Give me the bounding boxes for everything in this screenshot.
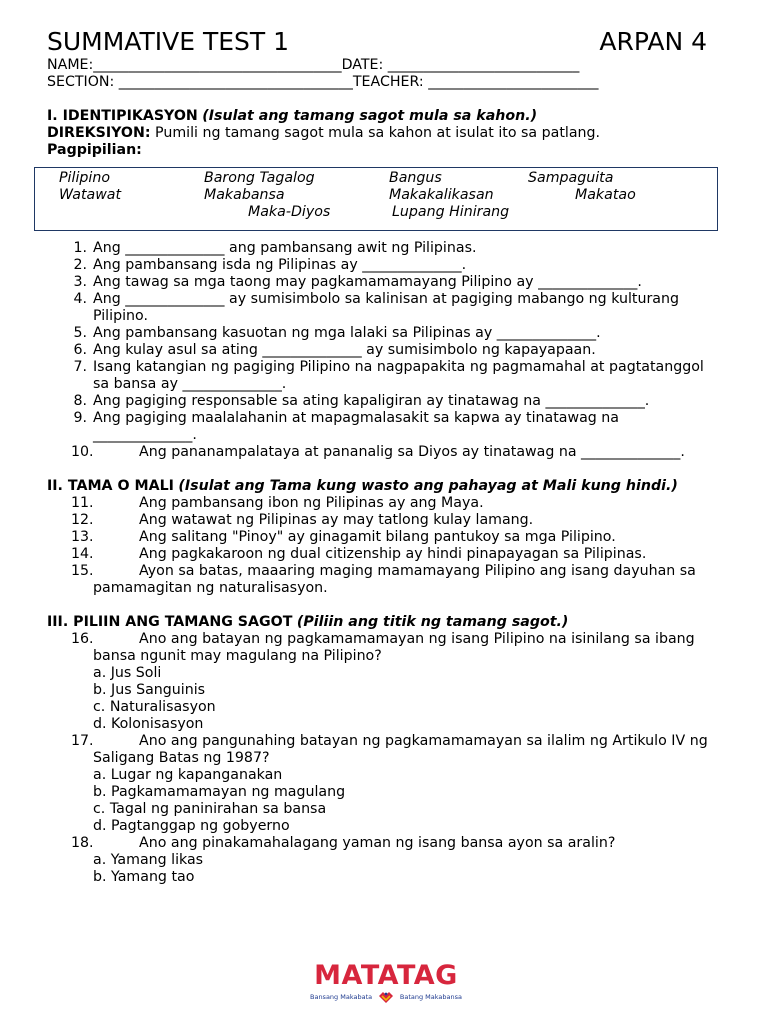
question-text[interactable]: Isang katangian ng pagiging Pilipino na nagpapakita ng pagmamahal at pagtatanggol sa bansa ay ______________. — [93, 359, 704, 392]
part1-section — [47, 108, 719, 461]
choice-watawat: Watawat — [59, 187, 122, 203]
question-text: Ano ang pinakamahalagang yaman ng isang bansa ayon sa aralin? — [139, 835, 616, 851]
part2-section — [47, 478, 719, 597]
test-title: SUMMATIVE TEST 1 — [47, 27, 290, 56]
option-d[interactable]: d. Kolonisasyon — [93, 716, 204, 732]
logo-wordmark: MATATAG — [314, 960, 458, 991]
question-text[interactable]: Ang ______________ ang pambansang awit ng Pilipinas. — [93, 240, 477, 256]
test-paper — [47, 27, 719, 886]
matatag-logo-mark-icon — [377, 990, 395, 1004]
question-text: Ano ang pangunahing batayan ng pagkamamamayan sa ilalim ng Artikulo IV ng Saligang Batas ng 1987? — [93, 733, 708, 766]
statement-item — [47, 512, 719, 529]
question-number: 6. — [73, 342, 87, 358]
question-text[interactable]: Ang tawag sa mga taong may pagkamamamayang Pilipino ay ______________. — [93, 274, 642, 290]
question-number: 3. — [73, 274, 87, 290]
question-number: 11. — [71, 495, 94, 511]
choice-makakalikasan: Makakalikasan — [389, 187, 494, 203]
question-text[interactable]: Ang pambansang kasuotan ng mga lalaki sa Pilipinas ay ______________. — [93, 325, 601, 341]
choices-box — [34, 167, 718, 231]
part3-instruction: (Piliin ang titik ng tamang sagot.) — [296, 614, 569, 630]
option-d[interactable]: d. Pagtanggap ng gobyerno — [93, 818, 290, 834]
question-number: 17. — [71, 733, 94, 749]
choice-bangus: Bangus — [389, 170, 442, 186]
question-item — [47, 291, 719, 325]
question-number: 4. — [73, 291, 87, 307]
question-item — [47, 444, 719, 461]
mcq-item — [47, 835, 719, 852]
question-number: 14. — [71, 546, 94, 562]
question-item — [47, 257, 719, 274]
tagline-left: Bansang Makabata — [310, 993, 373, 1001]
choice-barong-tagalog: Barong Tagalog — [204, 170, 315, 186]
mcq-item — [47, 631, 719, 665]
question-text[interactable]: Ang ______________ ay sumisimbolo sa kalinisan at pagiging mabango ng kulturang Pilipino. — [93, 291, 679, 324]
choices-label: Pagpipilian: — [47, 142, 142, 158]
question-item — [47, 342, 719, 359]
name-date-line[interactable]: NAME:___________________________________DATE: ___________________________ — [47, 57, 580, 73]
question-number: 9. — [73, 410, 87, 426]
subject-label: ARPAN 4 — [599, 27, 707, 56]
part1-title: I. IDENTIPIKASYON — [47, 108, 198, 124]
question-text[interactable]: Ang pagiging responsable sa ating kapaligiran ay tinatawag na ______________. — [93, 393, 650, 409]
question-number: 18. — [71, 835, 94, 851]
option-a[interactable]: a. Jus Soli — [93, 665, 162, 681]
statement-text: Ang salitang "Pinoy" ay ginagamit bilang pantukoy sa mga Pilipino. — [139, 529, 616, 545]
question-text[interactable]: Ang kulay asul sa ating ______________ ay sumisimbolo ng kapayapaan. — [93, 342, 596, 358]
question-number: 1. — [73, 240, 87, 256]
choice-sampaguita: Sampaguita — [528, 170, 614, 186]
question-number: 2. — [73, 257, 87, 273]
question-number: 7. — [73, 359, 87, 375]
choice-maka-diyos: Maka-Diyos — [248, 204, 331, 220]
part2-items — [47, 495, 719, 597]
part3-items — [47, 631, 719, 886]
statement-text: Ang pagkakaroon ng dual citizenship ay hindi pinapayagan sa Pilipinas. — [139, 546, 647, 562]
part3-heading — [47, 614, 719, 631]
statement-item — [47, 546, 719, 563]
part1-items — [47, 240, 719, 461]
option-b[interactable]: b. Yamang tao — [93, 869, 195, 885]
logo-tagline — [306, 990, 466, 1004]
part1-direction — [47, 125, 719, 142]
question-number: 15. — [71, 563, 94, 579]
question-text[interactable]: Ang pananampalataya at pananalig sa Diyos ay tinatawag na ______________. — [139, 444, 685, 460]
statement-item — [47, 563, 719, 597]
statement-text: Ang watawat ng Pilipinas ay may tatlong kulay lamang. — [139, 512, 534, 528]
question-text: Ano ang batayan ng pagkamamamayan ng isang Pilipino na isinilang sa ibang bansa ngunit may magulang na Pilipino? — [93, 631, 695, 664]
question-number: 8. — [73, 393, 87, 409]
choice-makabansa: Makabansa — [204, 187, 285, 203]
option-b[interactable]: b. Pagkamamamayan ng magulang — [93, 784, 346, 800]
question-item — [47, 240, 719, 257]
tagline-right: Batang Makabansa — [399, 993, 462, 1001]
part3-section — [47, 614, 719, 886]
question-item — [47, 410, 719, 444]
question-item — [47, 274, 719, 291]
question-number: 12. — [71, 512, 94, 528]
direction-label: DIREKSIYON: — [47, 125, 151, 141]
part2-heading — [47, 478, 719, 495]
matatag-logo — [306, 962, 466, 1004]
question-number: 5. — [73, 325, 87, 341]
direction-text: Pumili ng tamang sagot mula sa kahon at isulat ito sa patlang. — [150, 125, 601, 141]
question-number: 13. — [71, 529, 94, 545]
part1-heading — [47, 108, 719, 125]
part1-instruction: (Isulat ang tamang sagot mula sa kahon.) — [202, 108, 538, 124]
mcq-item — [47, 733, 719, 767]
question-item — [47, 393, 719, 410]
test-header — [47, 27, 719, 57]
choice-makatao: Makatao — [575, 187, 636, 203]
statement-text: Ang pambansang ibon ng Pilipinas ay ang Maya. — [139, 495, 484, 511]
option-c[interactable]: c. Tagal ng paninirahan sa bansa — [93, 801, 327, 817]
statement-item — [47, 495, 719, 512]
part3-title: III. PILIIN ANG TAMANG SAGOT — [47, 614, 293, 630]
question-number: 10. — [71, 444, 94, 460]
statement-item — [47, 529, 719, 546]
choice-lupang-hinirang: Lupang Hinirang — [392, 204, 510, 220]
option-c[interactable]: c. Naturalisasyon — [93, 699, 216, 715]
question-item — [47, 359, 719, 393]
option-b[interactable]: b. Jus Sanguinis — [93, 682, 206, 698]
question-item — [47, 325, 719, 342]
section-teacher-line[interactable]: SECTION: _________________________________TEACHER: ________________________ — [47, 74, 599, 90]
question-text[interactable]: Ang pagiging maalalahanin at mapagmalasakit sa kapwa ay tinatawag na ______________. — [93, 410, 619, 443]
question-text[interactable]: Ang pambansang isda ng Pilipinas ay ______________. — [93, 257, 467, 273]
statement-text: Ayon sa batas, maaaring maging mamamayang Pilipino ang isang dayuhan sa pamamagitan ng naturalisasyon. — [93, 563, 696, 596]
option-a[interactable]: a. Lugar ng kapanganakan — [93, 767, 283, 783]
choice-pilipino: Pilipino — [59, 170, 111, 186]
part2-title: II. TAMA O MALI — [47, 478, 174, 494]
option-a[interactable]: a. Yamang likas — [93, 852, 204, 868]
question-number: 16. — [71, 631, 94, 647]
part2-instruction: (Isulat ang Tama kung wasto ang pahayag at Mali kung hindi.) — [178, 478, 678, 494]
